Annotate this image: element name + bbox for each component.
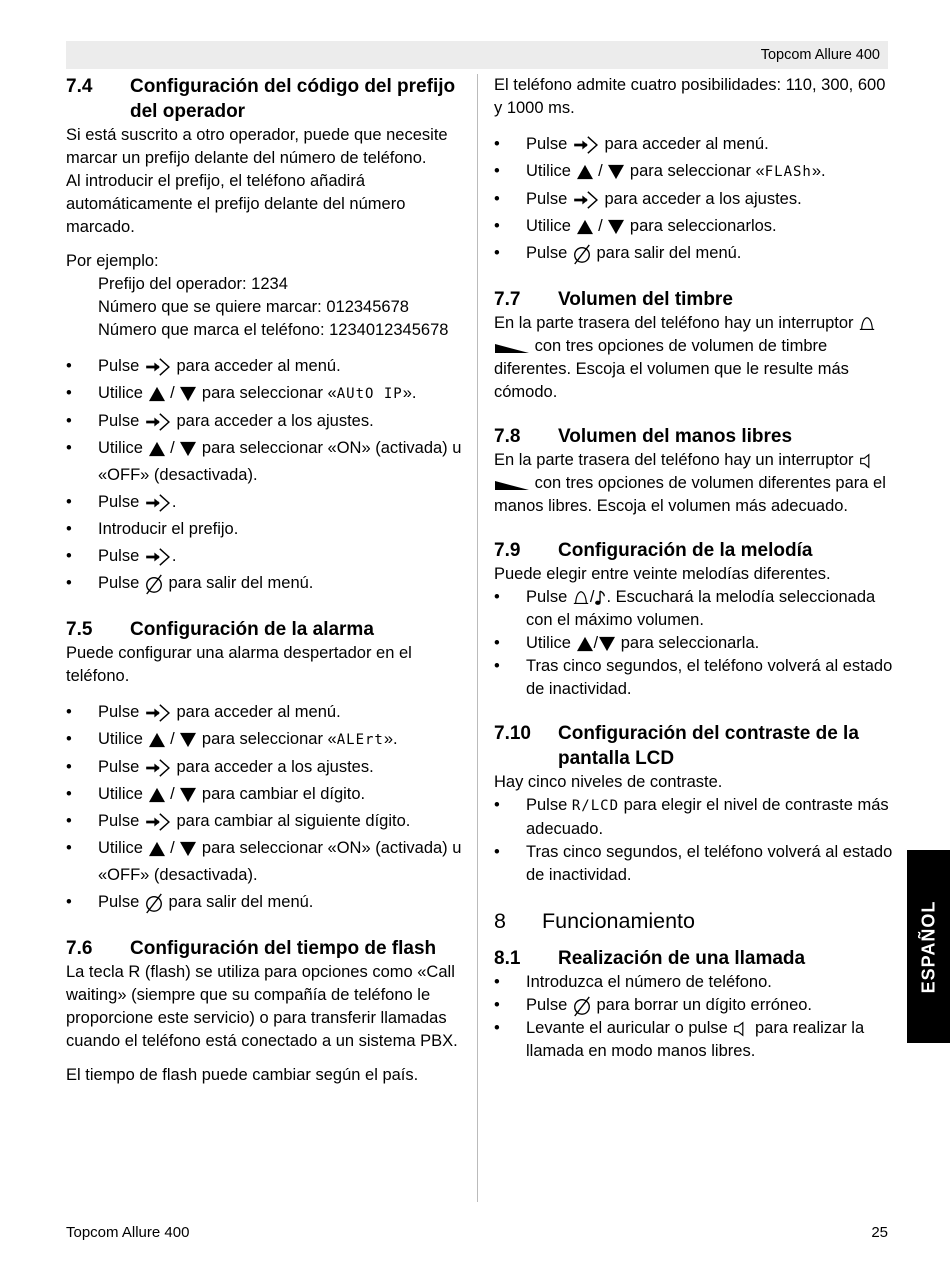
section-number: 7.4 [66,76,93,97]
list-item: • Levante el auricular o pulse para realizar la llamada en modo manos libres. [494,1017,894,1063]
footer-product: Topcom Allure 400 [66,1224,190,1241]
paragraph: Si está suscrito a otro operador, puede que necesite marcar un prefijo delante del número de teléfono. [66,126,448,167]
volume-ramp-icon [494,340,530,354]
lcd-text: ALErt [336,732,384,748]
section-title: Configuración de la melodía [558,540,813,561]
up-triangle-icon [148,732,166,748]
list-item: • Pulse para salir del menú. [66,889,466,916]
menu-arrow-icon [144,493,172,513]
speaker-icon [858,452,876,470]
down-triangle-icon [179,441,197,457]
steps-list [494,794,894,887]
section-title: Volumen del timbre [558,289,733,310]
down-triangle-icon [179,787,197,803]
speaker-icon [732,1020,750,1038]
section-8-1-heading [494,946,894,971]
section-7-9-heading [494,538,894,563]
list-item: • Pulse . [66,543,466,570]
list-item: • Pulse para salir del menú. [494,240,894,267]
down-triangle-icon [179,841,197,857]
paragraph: En la parte trasera del teléfono hay un interruptor con tres opciones de volumen de timbre diferentes. Escoja el volumen que le resulte más cómodo. [494,312,894,404]
example-line: Prefijo del operador: 1234 [98,275,288,293]
list-item: • Pulse para acceder al menú. [494,131,894,158]
menu-arrow-icon [144,703,172,723]
right-column [494,74,894,1063]
list-item: • Utilice / para seleccionar «ON» (activada) u «OFF» (desactivada). [66,435,466,489]
paragraph: Puede configurar una alarma despertador en el teléfono. [66,644,412,685]
steps-list [494,131,894,267]
chapter-title: Funcionamiento [542,909,695,933]
section-title: Realización de una llamada [558,948,806,969]
column-divider [477,74,478,1202]
list-item: • Pulse R/LCD para elegir el nivel de contraste más adecuado. [494,794,894,841]
list-item: • Tras cinco segundos, el teléfono volverá al estado de inactividad. [494,841,894,887]
paragraph: En la parte trasera del teléfono hay un interruptor con tres opciones de volumen diferentes para el manos libres. Escoja el volumen más adecuado. [494,451,886,515]
section-number: 7.9 [494,540,521,561]
menu-arrow-icon [144,547,172,567]
section-title: Configuración del tiempo de flash [130,938,437,959]
list-item: • Pulse para acceder a los ajustes. [66,408,466,435]
list-item: • Utilice / para seleccionar «ON» (activada) u «OFF» (desactivada). [66,835,466,889]
chapter-number: 8 [494,909,506,933]
paragraph: Al introducir el prefijo, el teléfono añadirá automáticamente el prefijo delante del número marcado. [66,172,406,236]
down-triangle-icon [598,636,616,652]
list-item: • Pulse para cambiar al siguiente dígito. [66,808,466,835]
steps-list [494,971,894,1063]
steps-list [66,699,466,916]
steps-list [494,586,894,701]
paragraph: El teléfono admite cuatro posibilidades: 110, 300, 600 y 1000 ms. [494,76,886,117]
up-triangle-icon [576,636,594,652]
page-number: 25 [871,1224,888,1241]
list-item: • Tras cinco segundos, el teléfono volverá al estado de inactividad. [494,655,894,701]
list-item: • Utilice / para seleccionar «ALErt». [66,726,466,754]
lcd-text: FLASh [764,164,812,180]
down-triangle-icon [607,164,625,180]
section-7-7-heading [494,287,894,312]
up-triangle-icon [148,841,166,857]
music-note-icon [594,589,606,607]
example-intro: Por ejemplo: [66,252,159,270]
r-lcd-key-label: R/LCD [571,798,620,814]
side-tab-label: ESPAÑOL [918,900,938,993]
down-triangle-icon [179,386,197,402]
list-item: • Utilice / para seleccionar «AUtO IP». [66,380,466,408]
header-product: Topcom Allure 400 [760,47,880,63]
empty-set-icon [144,892,164,914]
list-item: • Utilice / para seleccionarla. [494,632,894,655]
example-line: Número que se quiere marcar: 012345678 [98,298,409,316]
up-triangle-icon [148,386,166,402]
example-line: Número que marca el teléfono: 1234012345678 [98,321,449,339]
paragraph: Hay cinco niveles de contraste. [494,773,723,791]
list-item: • Pulse para salir del menú. [66,570,466,597]
list-item: • Pulse para acceder a los ajustes. [494,186,894,213]
down-triangle-icon [179,732,197,748]
paragraph: La tecla R (flash) se utiliza para opciones como «Call waiting» (siempre que su compañía de teléfono le proporcione este servicio) o para transferir llamadas cuando el teléfono está conectado a un sistema PBX. [66,963,458,1050]
list-item: • Pulse para borrar un dígito erróneo. [494,994,894,1017]
list-item: • Introducir el prefijo. [66,516,466,543]
section-title: Configuración del contraste de la pantalla LCD [558,723,859,769]
list-item: • Pulse / . Escuchará la melodía seleccionada con el máximo volumen. [494,586,894,632]
up-triangle-icon [576,164,594,180]
section-number: 7.10 [494,723,531,744]
language-side-tab [907,850,950,1043]
menu-arrow-icon [144,357,172,377]
section-7-10-heading [494,721,894,771]
volume-ramp-icon [494,477,530,491]
list-item: • Pulse para acceder al menú. [66,353,466,380]
up-triangle-icon [576,219,594,235]
list-item: • Introduzca el número de teléfono. [494,971,894,994]
list-item: • Pulse para acceder al menú. [66,699,466,726]
lcd-text: AUtO IP [336,386,403,402]
list-item: • Utilice / para cambiar el dígito. [66,781,466,808]
paragraph: Puede elegir entre veinte melodías diferentes. [494,565,831,583]
left-column [66,74,466,1087]
section-7-6-heading [66,936,466,961]
bell-icon [572,589,590,607]
section-number: 7.6 [66,938,93,959]
chapter-8-heading [494,907,894,935]
steps-list [66,353,466,597]
section-number: 8.1 [494,948,521,969]
paragraph: El tiempo de flash puede cambiar según el país. [66,1066,419,1084]
bell-icon [858,315,876,333]
menu-arrow-icon [144,758,172,778]
menu-arrow-icon [144,412,172,432]
section-title: Volumen del manos libres [558,426,793,447]
section-number: 7.7 [494,289,521,310]
section-number: 7.8 [494,426,521,447]
section-7-8-heading [494,424,894,449]
section-title: Configuración del código del prefijo del operador [130,76,456,122]
header-bar [66,41,888,69]
menu-arrow-icon [144,812,172,832]
section-7-5-heading [66,617,466,642]
menu-arrow-icon [572,190,600,210]
list-item: • Pulse para acceder a los ajustes. [66,754,466,781]
list-item: • Utilice / para seleccionar «FLASh». [494,158,894,186]
up-triangle-icon [148,787,166,803]
menu-arrow-icon [572,135,600,155]
empty-set-icon [144,573,164,595]
list-item: • Pulse . [66,489,466,516]
empty-set-icon [572,995,592,1017]
section-number: 7.5 [66,619,93,640]
down-triangle-icon [607,219,625,235]
section-7-4-heading [66,74,466,124]
empty-set-icon [572,243,592,265]
section-title: Configuración de la alarma [130,619,374,640]
list-item: • Utilice / para seleccionarlos. [494,213,894,240]
up-triangle-icon [148,441,166,457]
